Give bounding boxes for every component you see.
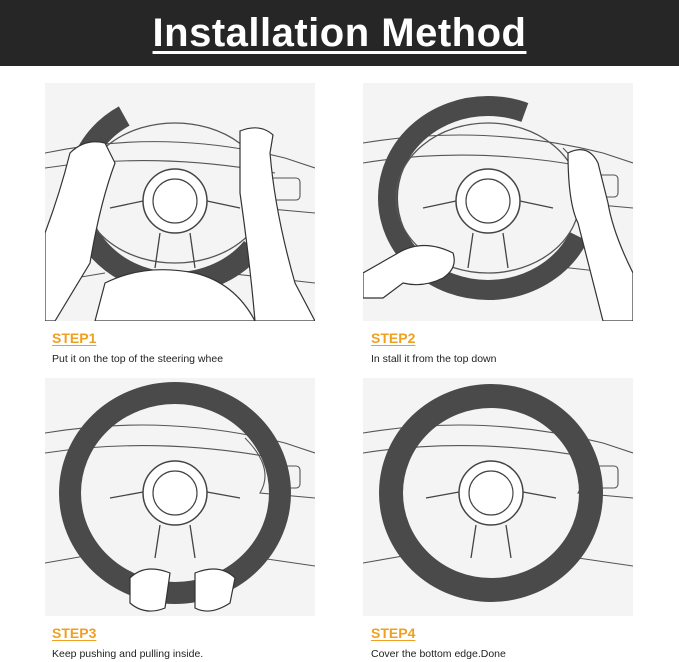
step2-label: STEP2 [371, 330, 416, 346]
step2-description: In stall it from the top down [371, 353, 497, 365]
title-banner [0, 0, 679, 66]
step3-label: STEP3 [52, 625, 97, 641]
step1-description: Put it on the top of the steering whee [52, 353, 224, 365]
step4-illustration [363, 378, 633, 616]
step1-illustration [45, 83, 315, 321]
step4-description: Cover the bottom edge.Done [371, 648, 506, 660]
step2-illustration [363, 83, 633, 321]
step1-label: STEP1 [52, 330, 97, 346]
page-title: Installation Method [152, 10, 527, 55]
step3-illustration [45, 378, 315, 616]
step4-label: STEP4 [371, 625, 416, 641]
step3-description: Keep pushing and pulling inside. [52, 648, 204, 660]
